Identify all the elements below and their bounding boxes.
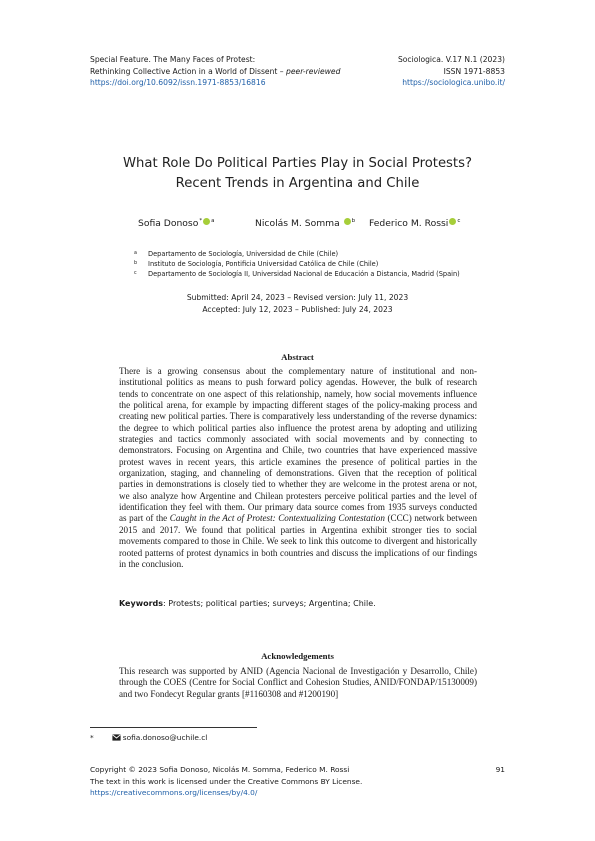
header-feature-subtitle: Rethinking Collective Action in a World of Dissent – peer-reviewed [90,66,341,76]
affiliation-item: c Departamento de Sociología II, Universidad Nacional de Educación a Distancia, Madrid (Spain) [134,270,460,279]
running-header-left [90,54,340,89]
header-feature-line: Special Feature. The Many Faces of Protest: [90,55,256,64]
author-rossi: Federico M. Rossi $^c$ [369,218,461,229]
running-header-right [398,54,505,89]
submission-dates [0,292,595,315]
footnote [90,733,207,742]
footnote-rule [90,727,257,728]
header-journal: Sociologica. V.17 N.1 (2023) [397,55,505,64]
paper-title-line1: What Role Do Political Parties Play in Social Protests? [123,156,472,171]
author-somma: Nicolás M. Somma $^b$ [255,218,356,229]
footer-license: The text in this work is licensed under the Creative Commons BY License. [90,776,363,786]
dates-submitted: Submitted: April 24, 2023 – Revised version: July 11, 2023 [186,293,409,302]
license-link[interactable]: https://creativecommons.org/licenses/by/4.0/ [90,788,258,798]
orcid-icon[interactable] [344,218,351,225]
envelope-icon [112,734,121,741]
paper-title-line2: Recent Trends in Argentina and Chile [175,176,420,191]
abstract-body: There is a growing consensus about the complementary nature of institutional and non-institutional politics as means to push forward policy agendas. However, the bulk of research tends to concentrate on one aspect of this relationship, namely, how social movements influence the political arena, for example by impacting different stages of the policy-making process and creating new political parties. There is comparatively less understanding of the reverse dynamics: the degree to which political parties also influence the protest arena by adopting and utilizing strategies and tactics commonly associated with social movements and by connecting to demonstrators. Focusing on Argentina and Chile, two countries that have experienced massive protest waves in recent years, this article examines the presence of political parties in the organization, staging, and channeling of demonstrations. Given that the reception of political parties in demonstrations is closely tied to whether they are welcome in the protest arena or not, we also analyze how Argentine and Chilean protesters perceive political parties and the level of identification they feel with them. Our primary data source comes from 1935 surveys conducted as part of the Caught in the Act of Protest: Contextualizing Contestation (CCC) network between 2015 and 2017. We found that political parties in Argentina exhibit stronger ties to social movements compared to those in Chile. We seek to link this outcome to divergent and historically rooted patterns of protest dynamics in both countries and discuss the implications of our findings in the conclusion. [119,366,477,569]
header-issn: ISSN 1971-8853 [443,66,505,76]
footer-copyright: Copyright © 2023 Sofia Donoso, Nicolás M. Somma, Federico M. Rossi [90,765,350,774]
acknowledgements-body: This research was supported by ANID (Agencia Nacional de Investigación y Desarrollo, Chile) through the COES (Centre for Social Conflict and Cohesion Studies, ANID/FONDAP/15130009) and two Fondecyt Regular grants [#1160308 and #1200190] [119,666,477,699]
affiliation-item: a Departamento de Sociología, Universidad de Chile (Chile) [134,250,339,258]
footnote-mark: * [90,733,94,742]
journal-url-link[interactable]: https://sociologica.unibo.it/ [402,78,505,87]
keywords [119,599,477,608]
affiliation-list [134,249,460,280]
keywords-list: : Protests; political parties; surveys; Argentina; Chile. [163,599,376,608]
header-peer-reviewed: peer-reviewed [286,66,341,76]
keywords-label: Keywords [119,599,164,608]
author-donoso: Sofia Donoso* $^a$ [138,218,215,229]
paper-title [60,154,535,194]
author-email-link[interactable]: sofia.donoso@uchile.cl [122,733,208,742]
doi-link[interactable]: https://doi.org/10.6092/issn.1971-8853/16816 [90,78,266,87]
orcid-icon[interactable] [449,218,456,225]
dates-accepted: Accepted: July 12, 2023 – Published: July 24, 2023 [202,304,393,314]
orcid-icon[interactable] [203,218,210,225]
affiliation-item: b Instituto de Sociología, Pontificia Universidad Católica de Chile (Chile) [134,260,379,269]
page-footer [90,764,505,799]
abstract-heading: Abstract [281,352,314,362]
page-number: 91 [495,765,505,774]
acknowledgements-heading: Acknowledgements [261,651,334,661]
